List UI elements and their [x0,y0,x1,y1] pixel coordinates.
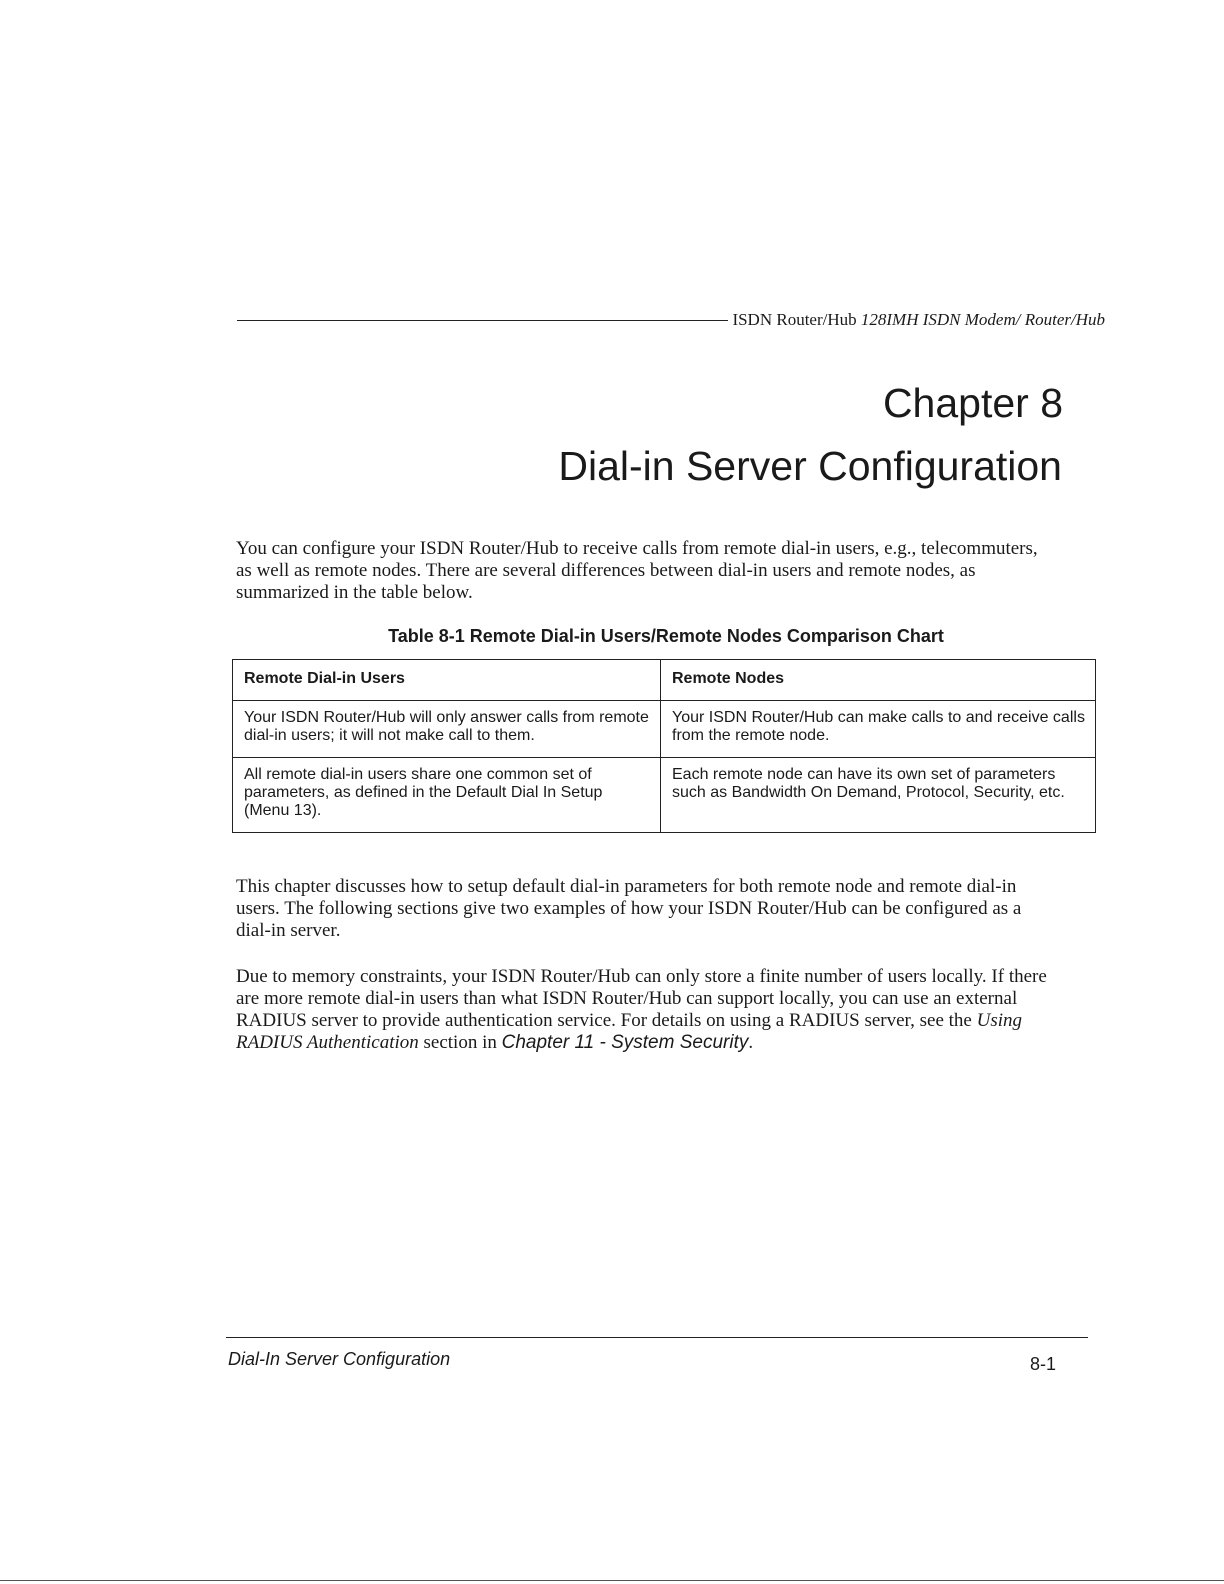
column-header-remote-nodes: Remote Nodes [661,660,1096,701]
footer-chapter-title: Dial-In Server Configuration [228,1349,451,1369]
header-model: 128IMH ISDN Modem/ Router/Hub [860,310,1105,329]
running-header [728,310,1105,330]
table-caption: Table 8-1 Remote Dial-in Users/Remote Nodes Comparison Chart [388,626,944,646]
chapter-number: Chapter 8 [882,380,1063,426]
chapter-title: Dial-in Server Configuration [558,443,1062,489]
table-cell: Each remote node can have its own set of parameters such as Bandwidth On Demand, Protocol, Security, etc. [661,758,1096,833]
chapter-overview-paragraph: This chapter discusses how to setup default dial-in parameters for both remote node and remote dial-in users. The following sections give two examples of how your ISDN Router/Hub can be configured as a dial-in server. [236,876,1022,941]
table-cell: Your ISDN Router/Hub can make calls to and receive calls from the remote node. [661,701,1096,758]
intro-paragraph: You can configure your ISDN Router/Hub to receive calls from remote dial-in users, e.g., telecommuters, as well as remote nodes. There are several differences between dial-in users and remote nodes, as summarized in the table below. [236,538,1038,603]
page-number: 8-1 [1029,1354,1056,1374]
chapter-11-reference: Chapter 11 - System Security [501,1032,749,1053]
scan-edge-line [0,1580,1224,1581]
table-header-row [233,660,1096,701]
radius-section-reference: Using RADIUS Authentication [236,1010,1022,1053]
table-row [233,758,1096,833]
comparison-table [232,659,1096,833]
column-header-dial-in-users: Remote Dial-in Users [233,660,661,701]
table-row [233,701,1096,758]
radius-text-after: . [748,1032,754,1053]
radius-text-before: Due to memory constraints, your ISDN Router/Hub can only store a finite number of users locally. If there are more remote dial-in users than what ISDN Router/Hub can support locally, you can use an external RADIUS server to provide authentication service. For details on using a RADIUS server, see the [236,966,1047,1031]
footer-rule [226,1337,1088,1338]
radius-text-middle: section in [418,1032,502,1053]
header-product: ISDN Router/Hub [732,310,857,329]
table-cell: All remote dial-in users share one common set of parameters, as defined in the Default Dial In Setup (Menu 13). [233,758,661,833]
radius-paragraph [236,966,1056,1054]
table-cell: Your ISDN Router/Hub will only answer calls from remote dial-in users; it will not make call to them. [233,701,661,758]
